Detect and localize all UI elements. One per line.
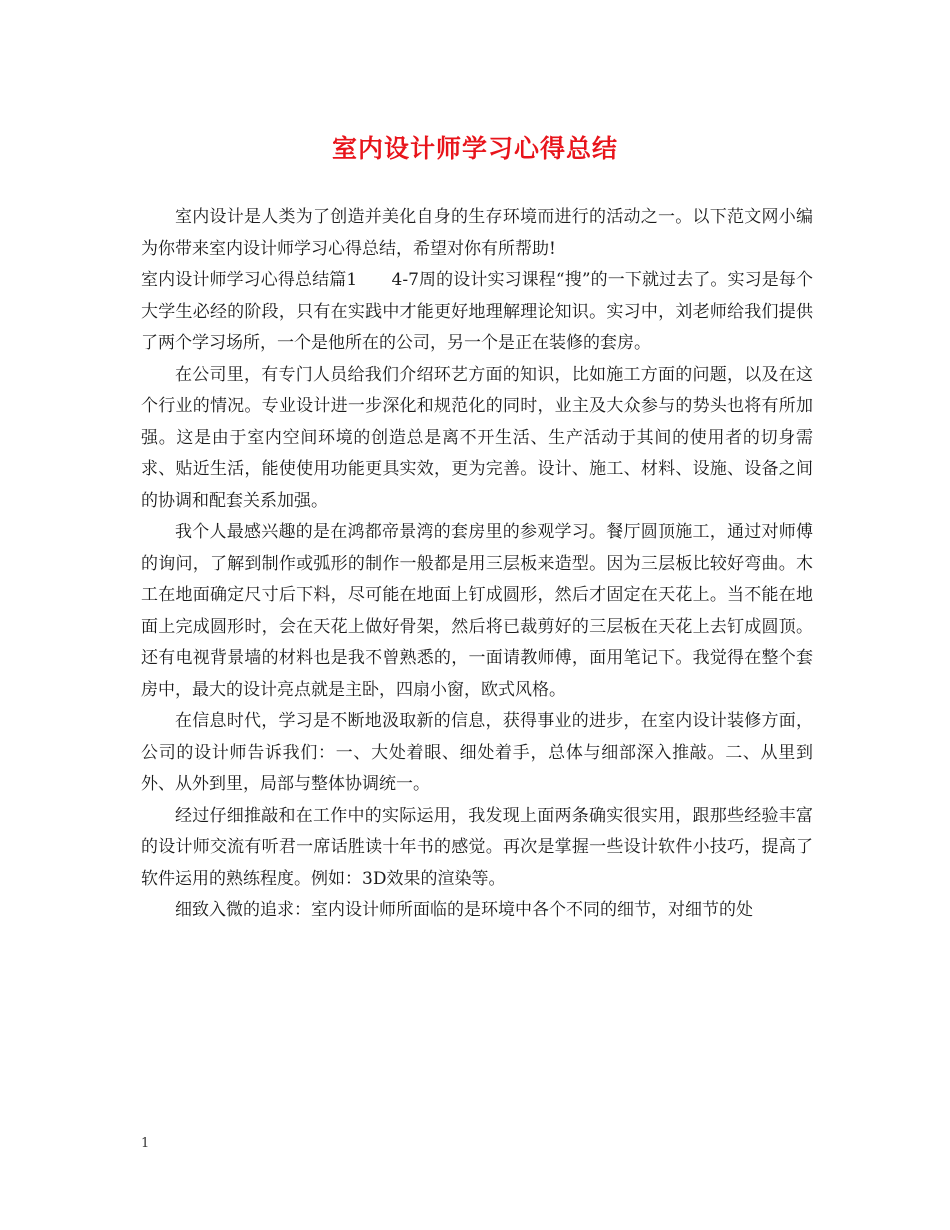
- document-body: [141, 202, 813, 927]
- paragraph-internship: 室内设计师学习心得总结篇1 4-7周的设计实习课程“搜”的一下就过去了。实习是每个大学生必经的阶段，只有在实践中才能更好地理解理论知识。实习中，刘老师给我们提供了两个学习场所，一个是他所在的公司，另一个是正在装修的套房。: [141, 270, 813, 353]
- paragraph-company: 在公司里，有专门人员给我们介绍环艺方面的知识，比如施工方面的问题，以及在这个行业的情况。专业设计进一步深化和规范化的同时，业主及大众参与的势头也将有所加强。这是由于室内空间环境的创造总是离不开生活、生产活动于其间的使用者的切身需求、贴近生活，能使使用功能更具实效，更为完善。设计、施工、材料、设施、设备之间的协调和配套关系加强。: [141, 364, 813, 511]
- page-number: 1: [141, 1136, 150, 1151]
- paragraph-apartment: 我个人最感兴趣的是在鸿都帝景湾的套房里的参观学习。餐厅圆顶施工，通过对师傅的询问，了解到制作或弧形的制作一般都是用三层板来造型。因为三层板比较好弯曲。木工在地面确定尺寸后下料，尽可能在地面上钉成圆形，然后才固定在天花上。当不能在地面上完成圆形时，会在天花上做好骨架，然后将已裁剪好的三层板在天花上去钉成圆顶。还有电视背景墙的材料也是我不曾熟悉的，一面请教师傅，面用笔记下。我觉得在整个套房中，最大的设计亮点就是主卧，四扇小窗，欧式风格。: [141, 522, 813, 700]
- paragraph-intro: 室内设计是人类为了创造并美化自身的生存环境而进行的活动之一。以下范文网小编为你带来室内设计师学习心得总结，希望对你有所帮助!: [141, 207, 813, 259]
- paragraph-details: 细致入微的追求：室内设计师所面临的是环境中各个不同的细节，对细节的处: [175, 900, 753, 920]
- paragraph-information-age: 在信息时代，学习是不断地汲取新的信息，获得事业的进步，在室内设计装修方面，公司的设计师告诉我们：一、大处着眼、细处着手，总体与细部深入推敲。二、从里到外、从外到里，局部与整体协调统一。: [141, 711, 813, 794]
- paragraph-practice: 经过仔细推敲和在工作中的实际运用，我发现上面两条确实很实用，跟那些经验丰富的设计师交流有听君一席话胜读十年书的感觉。再次是掌握一些设计软件小技巧，提高了软件运用的熟练程度。例如：3D效果的渲染等。: [141, 805, 813, 889]
- document-title: 室内设计师学习心得总结: [331, 134, 618, 163]
